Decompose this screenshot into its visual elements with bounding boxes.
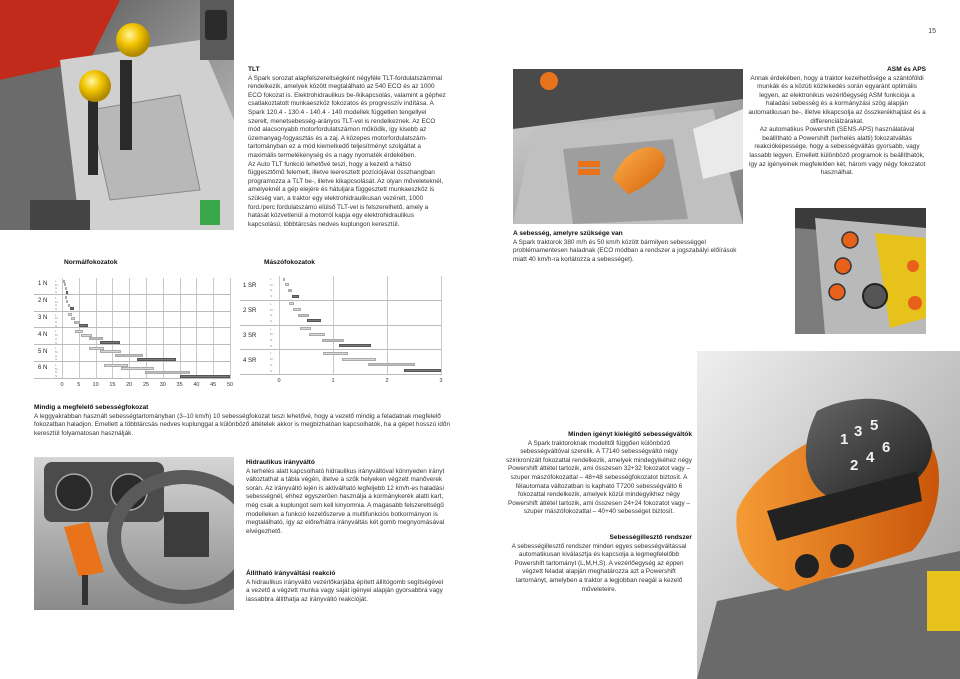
- chart-bar: [89, 347, 104, 350]
- chart-range-label: M: [270, 357, 273, 362]
- chart-range-label: M: [55, 299, 58, 304]
- steering-wheel-photo: [34, 457, 234, 610]
- chart-bar: [309, 333, 325, 336]
- mindig-title: Mindig a megfelelő sebességfokozat: [34, 404, 149, 411]
- chart-row-label: 4 N: [38, 331, 48, 338]
- chart-bar: [74, 321, 80, 324]
- chart-tick-label: 2: [385, 378, 389, 385]
- rendszer-title: Sebességillesztő rendszer: [609, 534, 692, 541]
- chart-bar: [104, 364, 128, 367]
- gear-digit: 1: [840, 431, 849, 448]
- chart-tick-label: 5: [77, 381, 81, 388]
- chart-bar: [137, 358, 176, 361]
- chart-row-label: 6 N: [38, 365, 48, 372]
- chart-range-label: M: [55, 366, 58, 371]
- chart-row-divider: [34, 294, 230, 295]
- chart-range-label: H: [55, 320, 58, 324]
- rendszer-text: A sebességillesztő rendszer minden egyes sebességváltással automatikusan kiválasztja és kapcsolja a legmegfelelőbb Powershift tartományt (L,M,H,S). A vezérlőegység az éppen végzett feladat alapján meghatározza azt a Powershift tartományt, amelyben a traktor a legjobban reagál a kezelő műveleteire.: [511, 542, 687, 593]
- chart-range-label: L: [55, 279, 57, 283]
- chart-bar: [75, 330, 83, 333]
- chart-range-label: L: [270, 277, 272, 281]
- chart-range-label: L: [55, 295, 57, 300]
- tlt-paragraph: A Spark sorozat alapfelszereltségként négyféle TLT-fordulatszámmal rendelkezik, amelyek között megtalálható az 540 ECO és az 1000 ECO fokozat is. Elektrohidraulikus be-/kikapcsolás, valamint a géphez csatlakoztatott munkaeszköz fokozatos és progresszív indítása. A Spark 120.4 - 130.4 - 140.4 - 140 modellek független tengellyel szerelt, menetsebesség-arányos TLT-vel is rendelkeznek. Az ECO mód alacsonyabb motorfordulatszámon működik, így kisebb az üzemanyag-fogyasztás és a zaj. A közepes motorfordulatszám-tartományban ez a mód kiemelkedő teljesítményt szolgáltat a maximális termelékenység és a nagy nyomaték érdekében.: [248, 74, 446, 159]
- chart-range-label: H: [270, 338, 273, 342]
- chart-bar: [68, 313, 72, 316]
- chart-range-label: M: [55, 349, 58, 354]
- chart-bar: [66, 300, 68, 303]
- chart-tick-label: 15: [109, 381, 116, 388]
- asm-paragraph: Az automatikus Powershift (SENS-APS) használatával beállítható a Powershift (terhelés alatti) fokozatváltás reakcióképessége, hogy a sebességváltás gyorsabb, vagy lassabb legyen. Emellett különböző programok is beállíthatók, így az igényeinek megfelelően két, három vagy négy fokozatot használhat.: [748, 126, 926, 177]
- chart-range-label: L: [270, 301, 272, 306]
- chart-tick-label: 25: [142, 381, 150, 388]
- page-number: 15: [928, 28, 936, 35]
- mindig-text: A leggyakrabban használt sebességtartományban (3–10 km/h) 10 sebességfokozat teszi lehetővé, hogy a vezető mindig a feladatnak megfelelő fokozatban haladjon. Emellett a többtárcsás nedves kuplunggal a különböző áttételek akkor is megbízhatóan kapcsolhatók, ha a gépet hosszú időn keresztül folyamatosan használják.: [34, 412, 451, 437]
- chart-bar: [145, 371, 189, 374]
- sebesseg-text: A Spark traktorok 380 m/h és 50 km/h között bármilyen sebességgel problémamentesen haladnak (ECO módban a rendszer a jogszabályi előírások miatt 40 km/h-ra korlátozza a sebességet).: [513, 238, 737, 263]
- chart-bar: [65, 296, 67, 299]
- chart-row-divider: [240, 300, 441, 301]
- valtok-text: A Spark traktoroknak modelltől függően különböző sebességváltóval szerelik. A T7140 sebességváltó négy szinkronizált fokozattal rendelkezik, amelyek mindegyikéhez négy Powershift áttétel tartozik, ami összesen 32+32 fokozatot vagy – szuper mászófokozattal – 48+48 sebességfokozatot biztosít. A félautomata változatban is kapható T7200 sebességváltó 6 fokozattal rendelkezik, amelyek közül mindegyikhez négy Powershift áttétel tartozik, ami összesen 24+24 fokozatot vagy – szuper mászófokozattal – 40+40 sebességet biztosít.: [506, 439, 692, 516]
- chart-gridline: [230, 278, 231, 379]
- chart-range-label: S: [55, 290, 58, 295]
- chart-gridline: [441, 276, 442, 375]
- tlt-title: TLT: [248, 66, 260, 73]
- chart-bar: [66, 291, 68, 294]
- chart-row-label: 2 N: [38, 298, 48, 305]
- chart-range-label: H: [55, 336, 58, 341]
- gear-digit: 3: [854, 423, 863, 440]
- chart-range-label: M: [270, 307, 273, 312]
- chart-range-label: H: [55, 286, 58, 291]
- chart-range-label: H: [270, 313, 273, 318]
- chart-range-label: H: [55, 353, 58, 358]
- chart-range-label: L: [270, 351, 272, 356]
- chart-gridline: [333, 276, 334, 375]
- chart-bar: [89, 337, 103, 340]
- chart-row-divider: [240, 374, 441, 375]
- chart-range-label: M: [270, 332, 273, 337]
- hidraulikus-text: A terhelés alatt kapcsolható hidraulikus irányváltóval könnyeden irányt változtathat a tábla végén, illetve a szűk helyeken végzett manőverek során. Az irányváltó lején is aktiválható legfeljebb 12 km/h-es haladási sebességnél, ehhez egyszerűen használja a kormánykerék alatti kart, még csak a kuplungot sem kell kinyomnia. A magasabb felszereltségű modelleken a funkció kezelőszerve a multifunkciós botkormányon is megtalálható, így az előre/hátra irányváltás két gomb megnyomásával elvégezhető.: [246, 467, 445, 535]
- chart-bar: [293, 308, 301, 311]
- chart-bar: [64, 283, 66, 286]
- chart-row-divider: [34, 311, 230, 312]
- tlt-text: [248, 75, 448, 230]
- chart-bar: [100, 350, 121, 353]
- chart-bar: [323, 352, 347, 355]
- chart-row-divider: [34, 327, 230, 328]
- chart-range-label: L: [55, 312, 57, 317]
- chart-tick-label: 35: [176, 381, 183, 388]
- gear-knob-photo: [697, 351, 960, 679]
- chart-row-label: 3 SR: [243, 333, 257, 339]
- orange-lever-photo: [513, 69, 743, 224]
- hidraulikus-title: Hidraulikus irányváltó: [246, 459, 315, 466]
- gear-digit: 6: [882, 439, 891, 456]
- chart-tick-label: 45: [210, 381, 217, 388]
- chart-range-label: L: [55, 363, 57, 367]
- chart-tick-label: 30: [159, 381, 166, 388]
- chart-gridline: [387, 276, 388, 375]
- chart-range-label: H: [55, 303, 58, 308]
- chart-range-label: S: [55, 374, 58, 379]
- chart-bar: [115, 354, 143, 357]
- control-panel-photo: [795, 208, 926, 334]
- chart-bar: [289, 302, 294, 305]
- chart-row-label: 5 N: [38, 348, 48, 355]
- chart-bar: [100, 341, 120, 344]
- chart-bar: [404, 369, 441, 372]
- chart-tick-label: 20: [126, 381, 133, 388]
- chart-row-label: 3 N: [38, 315, 48, 321]
- chart-range-label: S: [55, 340, 58, 345]
- chart-range-label: S: [55, 357, 58, 362]
- chart-range-label: H: [270, 362, 273, 367]
- chart-bar: [71, 317, 76, 320]
- chart-range-label: M: [270, 282, 273, 287]
- right-gear-chart: [240, 272, 450, 390]
- chart-row-divider: [34, 361, 230, 362]
- tlt-paragraph: Az Auto TLT funkció lehetővé teszi, hogy a kezelő a hátsó függesztőmű felemelt, illetve leeresztett pozíciójával összhangban programozza a TLT be-, illetve kikapcsolását. Az olyan műveleteknél, amelyeknél a gép elejére és hátuljára függesztett munkaeszköz is szükség van, a traktor egy elektrohidraulikusan vezérelt, 1000 ford./perc fordulatszámú elülső TLT-vel is felszerelhető, amely a hatását közvetlenül a motorról kapja egy elektrohidraulikus kapcsolású, többtárcsás nedves kuplungon keresztül.: [248, 160, 444, 228]
- chart-bar: [180, 375, 230, 378]
- asm-title: ASM és APS: [887, 66, 926, 73]
- gear-digit: 2: [850, 457, 859, 474]
- chart-tick-label: 50: [226, 381, 234, 388]
- chart-range-label: M: [55, 282, 58, 287]
- chart-range-label: S: [270, 294, 273, 299]
- chart-range-label: H: [270, 288, 273, 293]
- chart-row-divider: [240, 325, 441, 326]
- allithato-text: A hidraulikus irányváltó vezérlőkarjába épített állítógomb segítségével a vezető a végzett munka vagy saját igényei alapján gyorsabbra vagy lassabbra állíthatja az irányváltó reakcióját.: [246, 578, 444, 603]
- chart-range-label: L: [55, 346, 57, 351]
- chart-bar: [292, 295, 299, 298]
- chart-tick-label: 0: [277, 378, 281, 385]
- chart-bar: [283, 278, 285, 281]
- chart-bar: [81, 334, 91, 337]
- left-gear-chart: [0, 272, 240, 390]
- asm-paragraph: Annak érdekében, hogy a traktor kezelhetősége a szántóföldi munkák és a közúti közlekedés során egyaránt optimális legyen, az elektronikus vezérlőegység ASM funkciója a haladási sebesség és a kormányzási szög alapján automatikusan be-, illetve kikapcsolja az összkerékhajtást és a differenciálzárakat.: [748, 74, 926, 125]
- chart-row-label: 1 N: [38, 281, 48, 288]
- chart-bar: [79, 324, 87, 327]
- valtok-title: Minden igényt kielégítő sebességváltók: [568, 431, 692, 438]
- chart-bar: [307, 319, 322, 322]
- sebesseg-title: A sebesség, amelyre szüksége van: [513, 230, 623, 237]
- right-chart-title: Mászófokozatok: [264, 259, 315, 266]
- chart-bar: [288, 289, 292, 292]
- left-chart-title: Normálfokozatok: [64, 259, 118, 266]
- chart-range-label: S: [55, 323, 58, 328]
- allithato-title: Állítható irányváltási reakció: [246, 570, 336, 577]
- chart-range-label: L: [55, 329, 57, 334]
- gear-levers-photo: [0, 0, 234, 230]
- chart-row-label: 1 SR: [243, 283, 257, 290]
- chart-tick-label: 1: [331, 378, 335, 385]
- chart-bar: [339, 344, 371, 347]
- chart-bar: [300, 327, 311, 330]
- chart-range-label: M: [55, 333, 58, 338]
- chart-gridline: [279, 276, 280, 375]
- chart-row-label: 4 SR: [243, 357, 257, 364]
- chart-bar: [121, 367, 154, 370]
- chart-row-divider: [240, 349, 441, 350]
- chart-bar: [63, 280, 65, 283]
- chart-bar: [322, 339, 345, 342]
- chart-tick-label: 0: [60, 381, 64, 388]
- chart-range-label: M: [55, 316, 58, 321]
- chart-bar: [298, 314, 309, 317]
- chart-tick-label: 3: [439, 378, 443, 385]
- chart-row-divider: [34, 378, 230, 379]
- chart-range-label: S: [270, 368, 273, 373]
- chart-tick-label: 40: [193, 381, 200, 388]
- gear-digit: 5: [870, 417, 879, 434]
- chart-tick-label: 10: [92, 381, 99, 388]
- chart-range-label: S: [55, 306, 58, 311]
- gear-digit: 4: [866, 449, 875, 466]
- chart-bar: [342, 358, 376, 361]
- chart-row-divider: [34, 344, 230, 345]
- chart-bar: [65, 287, 67, 290]
- chart-range-label: S: [270, 318, 273, 323]
- asm-text: [748, 75, 926, 178]
- chart-row-label: 2 SR: [243, 308, 257, 315]
- chart-range-label: S: [270, 343, 273, 348]
- chart-bar: [368, 363, 416, 366]
- chart-bar: [68, 304, 71, 307]
- chart-range-label: H: [55, 370, 58, 375]
- chart-bar: [70, 307, 74, 310]
- chart-bar: [285, 283, 288, 286]
- chart-range-label: L: [270, 326, 272, 331]
